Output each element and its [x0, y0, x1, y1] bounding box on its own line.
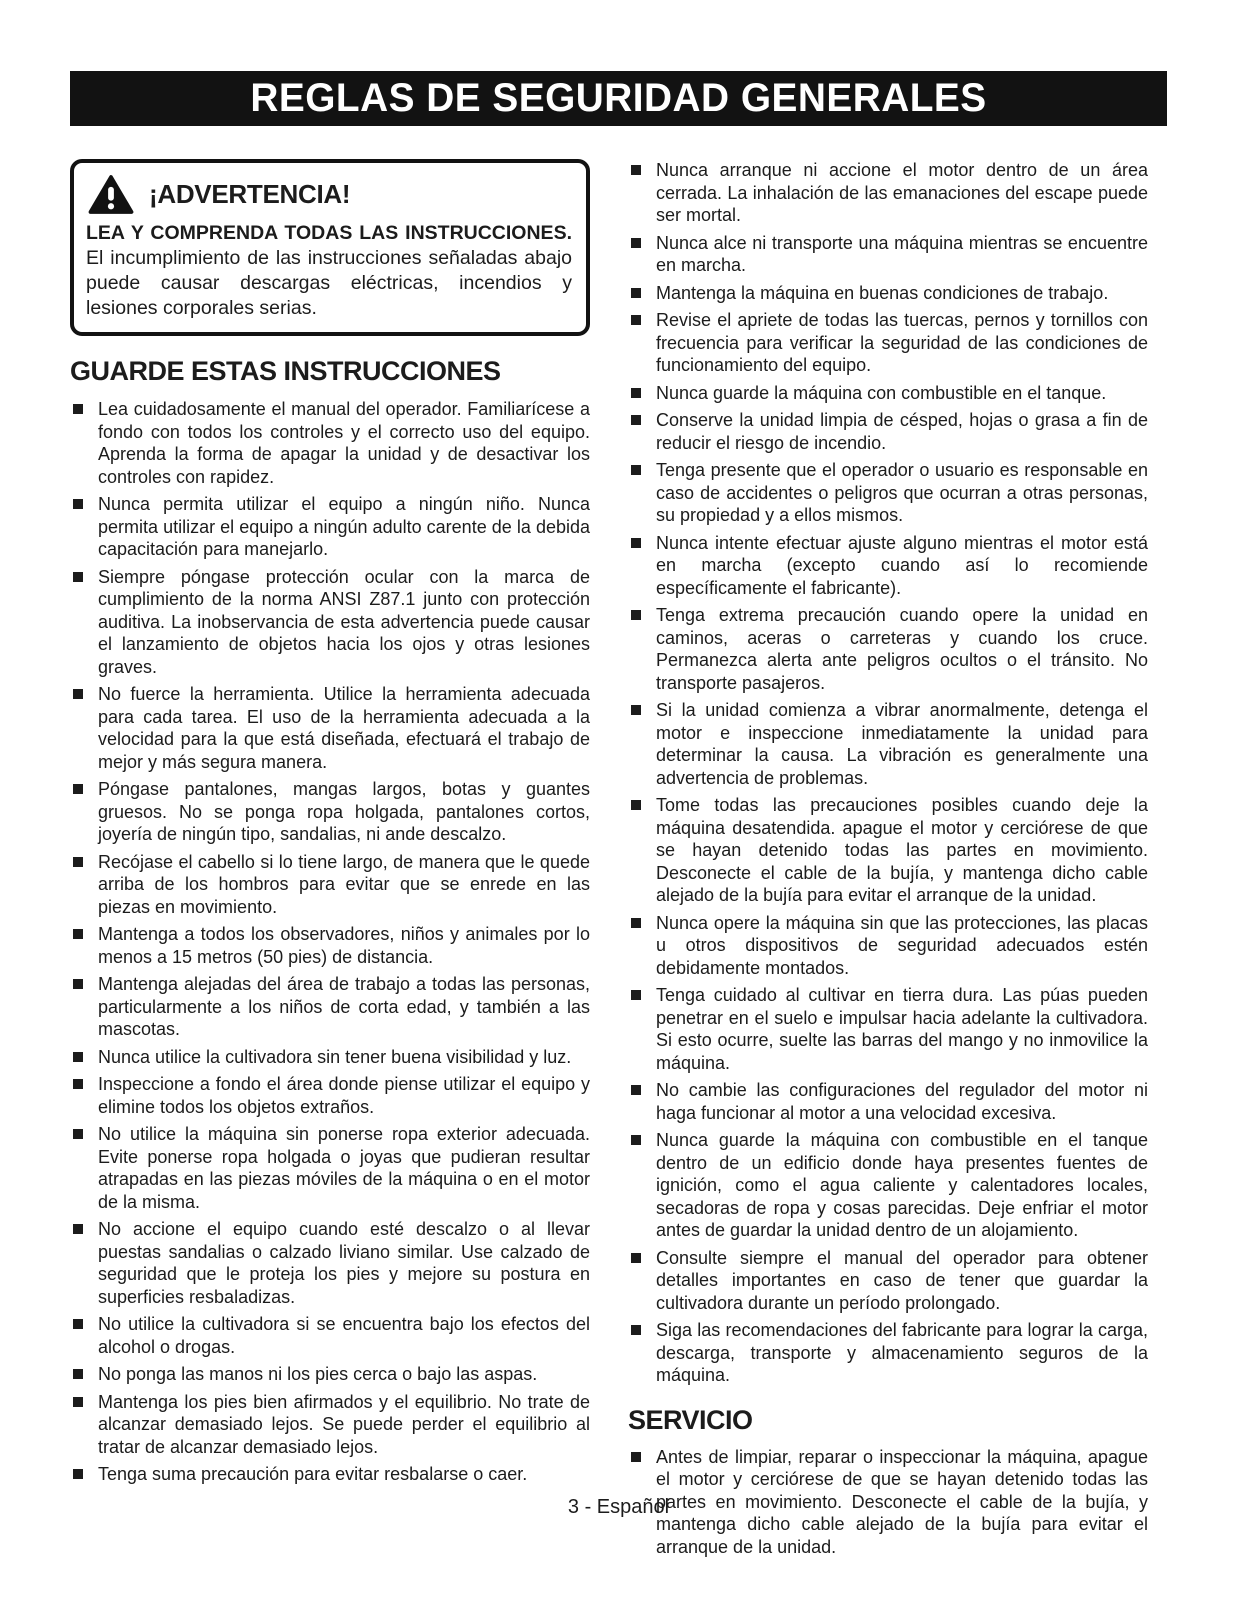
list-item	[70, 1073, 590, 1118]
right-rules-list	[628, 159, 1148, 1387]
list-item-text: Tenga extrema precaución cuando opere la unidad en caminos, aceras o carreteras y cuando los cruce. Permanezca alerta ante peligros ocultos o el tránsito. No transporte pasajeros.	[656, 605, 1148, 693]
list-item-text: Nunca arranque ni accione el motor dentro de un área cerrada. La inhalación de las emanaciones del escape puede ser mortal.	[656, 160, 1148, 225]
list-item-text: Mantenga a todos los observadores, niños y animales por lo menos a 15 metros (50 pies) de distancia.	[98, 924, 590, 967]
warning-title: ¡ADVERTENCIA!	[149, 179, 351, 209]
list-item-text: Consulte siempre el manual del operador para obtener detalles importantes en caso de tener que guardar la cultivadora durante un período prolongado.	[656, 1247, 1148, 1313]
bullet-square-icon	[631, 1135, 641, 1145]
list-item-text: Recójase el cabello si lo tiene largo, de manera que le quede arriba de los hombros para evitar que se enrede en las piezas en movimiento.	[98, 851, 590, 917]
list-item-text: No ponga las manos ni los pies cerca o bajo las aspas.	[98, 1364, 538, 1384]
list-item	[628, 159, 1148, 227]
list-item-text: No fuerce la herramienta. Utilice la herramienta adecuada para cada tarea. El uso de la herramienta adecuada a la velocidad para la que está diseñada, efectuará el trabajo de mejor y más segura manera.	[98, 684, 590, 772]
list-item-text: Nunca opere la máquina sin que las protecciones, las placas u otros dispositivos de seguridad adecuados estén debidamente montados.	[656, 912, 1148, 978]
bullet-square-icon	[73, 784, 83, 794]
bullet-square-icon	[631, 1452, 641, 1462]
bullet-square-icon	[73, 572, 83, 582]
list-item	[70, 1123, 590, 1213]
list-item	[628, 1247, 1148, 1315]
list-item	[70, 778, 590, 846]
bullet-square-icon	[631, 165, 641, 175]
list-item	[628, 1079, 1148, 1124]
section-heading-guarde: GUARDE ESTAS INSTRUCCIONES	[70, 356, 501, 386]
list-item	[628, 604, 1148, 694]
left-rules-list	[70, 398, 590, 1486]
bullet-square-icon	[73, 929, 83, 939]
list-item	[70, 398, 590, 488]
bullet-square-icon	[73, 1224, 83, 1234]
list-item	[70, 566, 590, 679]
page-number: 3 - Español	[567, 1496, 670, 1518]
bullet-square-icon	[631, 465, 641, 475]
list-item-text: Revise el apriete de todas las tuercas, pernos y tornillos con frecuencia para verificar la seguridad de las condiciones de funcionamiento del equipo.	[656, 310, 1148, 375]
list-item-text: No accione el equipo cuando esté descalzo o al llevar puestas sandalias o calzado liviano similar. Use calzado de seguridad que le proteja los pies y mejore su postura en superficies resbaladizas.	[98, 1219, 590, 1307]
list-item-text: No utilice la cultivadora si se encuentra bajo los efectos del alcohol o drogas.	[98, 1314, 590, 1357]
bullet-square-icon	[631, 315, 641, 325]
bullet-square-icon	[631, 800, 641, 810]
list-item	[70, 683, 590, 773]
list-item-text: Si la unidad comienza a vibrar anormalmente, detenga el motor e inspeccione inmediatamente la unidad para determinar la causa. La vibración es generalmente una advertencia de problemas.	[656, 700, 1148, 788]
list-item-text: Tome todas las precauciones posibles cuando deje la máquina desatendida. apague el motor y cerciórese de que se hayan detenido todas las partes en movimiento. Desconecte el cable de la bujía, y mantenga dicho cable alejado de la bujía para evitar el arranque de la unidad.	[656, 795, 1148, 905]
list-item-text: Tenga suma precaución para evitar resbalarse o caer.	[98, 1464, 528, 1484]
list-item-text: Antes de limpiar, reparar o inspeccionar la máquina, apague el motor y cerciórese de que se hayan detenido todas las partes en movimiento. Desconecte el cable de la bujía, y mantenga dicho cable alejado de la bujía para evitar el arranque de la unidad.	[656, 1446, 1148, 1557]
warning-triangle-icon	[88, 174, 134, 215]
list-item-text: Siga las recomendaciones del fabricante para lograr la carga, descarga, transporte y almacenamiento seguros de la máquina.	[656, 1320, 1148, 1385]
page-header-bar	[70, 71, 1167, 126]
list-item	[70, 1463, 590, 1486]
list-item	[628, 309, 1148, 377]
list-item	[70, 1363, 590, 1386]
list-item	[70, 1391, 590, 1459]
bullet-square-icon	[73, 499, 83, 509]
bullet-square-icon	[73, 1129, 83, 1139]
bullet-square-icon	[631, 1325, 641, 1335]
bullet-square-icon	[73, 1079, 83, 1089]
list-item-text: Nunca intente efectuar ajuste alguno mientras el motor está en marcha (excepto cuando así lo recomiende específicamente el fabricante).	[656, 532, 1148, 598]
list-item	[70, 973, 590, 1041]
list-item	[628, 232, 1148, 277]
list-item-text: Mantenga alejadas del área de trabajo a todas las personas, particularmente a los niños de corta edad, y también a las mascotas.	[98, 974, 590, 1039]
list-item-text: Nunca guarde la máquina con combustible en el tanque.	[656, 382, 1107, 403]
list-item-text: Conserve la unidad limpia de césped, hojas o grasa a fin de reducir el riesgo de incendio.	[656, 410, 1148, 453]
bullet-square-icon	[73, 979, 83, 989]
list-item-text: Siempre póngase protección ocular con la marca de cumplimiento de la norma ANSI Z87.1 junto con protección auditiva. La inobservancia de esta advertencia puede causar el lanzamiento de objetos hacia los ojos y otras lesiones graves.	[98, 566, 590, 677]
bullet-square-icon	[73, 1397, 83, 1407]
bullet-square-icon	[631, 918, 641, 928]
list-item-text: Tenga cuidado al cultivar en tierra dura. Las púas pueden penetrar en el suelo e impulsar hacia adelante la cultivadora. Si esto ocurre, suelte las barras del mango y no inmovilice la máquina.	[656, 985, 1148, 1073]
bullet-square-icon	[631, 705, 641, 715]
bullet-square-icon	[73, 404, 83, 414]
list-item-text: Mantenga los pies bien afirmados y el equilibrio. No trate de alcanzar demasiado lejos. Se puede perder el equilibrio al tratar de alcanzar demasiado lejos.	[98, 1391, 590, 1457]
warning-lead-sentence: LEA Y COMPRENDA TODAS LAS INSTRUCCIONES.	[86, 222, 572, 244]
list-item-text: Tenga presente que el operador o usuario es responsable en caso de accidentes o peligros que ocurran a otras personas, su propiedad y a ellos mismos.	[656, 460, 1148, 525]
two-column-layout	[70, 159, 1167, 1563]
list-item	[628, 912, 1148, 980]
bullet-square-icon	[631, 238, 641, 248]
list-item	[628, 984, 1148, 1074]
bullet-square-icon	[631, 1253, 641, 1263]
list-item	[628, 282, 1148, 305]
bullet-square-icon	[73, 1052, 83, 1062]
right-column	[628, 159, 1148, 1563]
list-item-text: Nunca alce ni transporte una máquina mientras se encuentre en marcha.	[656, 232, 1148, 275]
bullet-square-icon	[73, 1319, 83, 1329]
section-heading-servicio: SERVICIO	[628, 1404, 753, 1435]
bullet-square-icon	[631, 990, 641, 1000]
list-item-text: Nunca permita utilizar el equipo a ningún niño. Nunca permita utilizar el equipo a ningún adulto carente de la debida capacitación para manejarlo.	[98, 494, 590, 559]
list-item	[70, 1218, 590, 1308]
list-item	[628, 459, 1148, 527]
list-item	[628, 1319, 1148, 1387]
list-item-text: No utilice la máquina sin ponerse ropa exterior adecuada. Evite ponerse ropa holgada o joyas que pudieran resultar atrapadas en las piezas móviles de la máquina o en el motor de la misma.	[98, 1124, 590, 1212]
list-item	[628, 382, 1148, 405]
bullet-square-icon	[631, 415, 641, 425]
list-item	[70, 1046, 590, 1069]
warning-box	[70, 159, 590, 336]
bullet-square-icon	[73, 1369, 83, 1379]
list-item	[628, 409, 1148, 454]
bullet-square-icon	[631, 388, 641, 398]
list-item-text: Póngase pantalones, mangas largos, botas y guantes gruesos. No se ponga ropa holgada, pantalones cortos, joyería de ningún tipo, sandalias, ni ande descalzo.	[98, 779, 590, 844]
list-item	[628, 794, 1148, 907]
bullet-square-icon	[73, 1469, 83, 1479]
left-column	[70, 159, 590, 1563]
list-item-text: Nunca utilice la cultivadora sin tener buena visibilidad y luz.	[98, 1046, 572, 1067]
bullet-square-icon	[631, 288, 641, 298]
bullet-square-icon	[631, 610, 641, 620]
list-item	[70, 493, 590, 561]
list-item	[628, 1129, 1148, 1242]
list-item-text: Nunca guarde la máquina con combustible en el tanque dentro de un edificio donde haya presentes fuentes de ignición, como el agua caliente y calentadores locales, secadoras de ropa y cosas parecidas. Deje enfriar el motor antes de guardar la unidad dentro de un alojamiento.	[656, 1130, 1148, 1240]
bullet-square-icon	[73, 857, 83, 867]
warning-header	[88, 174, 572, 215]
bullet-square-icon	[631, 538, 641, 548]
list-item	[70, 851, 590, 919]
list-item-text: Lea cuidadosamente el manual del operador. Familiarícese a fondo con todos los controles y el correcto uso del equipo. Aprenda la forma de apagar la unidad y de desactivar los controles con rapidez.	[98, 399, 590, 487]
list-item	[628, 699, 1148, 789]
list-item-text: Inspeccione a fondo el área donde piense utilizar el equipo y elimine todos los objetos extraños.	[98, 1074, 590, 1117]
list-item	[70, 923, 590, 968]
warning-body-text: El incumplimiento de las instrucciones señaladas abajo puede causar descargas eléctricas, incendios y lesiones corporales serias.	[86, 247, 572, 319]
list-item-text: Mantenga la máquina en buenas condiciones de trabajo.	[656, 282, 1109, 303]
bullet-square-icon	[73, 689, 83, 699]
page-title: REGLAS DE SEGURIDAD GENERALES	[250, 76, 987, 120]
list-item	[70, 1313, 590, 1358]
bullet-square-icon	[631, 1085, 641, 1095]
warning-body	[86, 221, 572, 321]
list-item-text: No cambie las configuraciones del regulador del motor ni haga funcionar al motor a una velocidad excesiva.	[656, 1080, 1148, 1123]
list-item	[628, 532, 1148, 600]
